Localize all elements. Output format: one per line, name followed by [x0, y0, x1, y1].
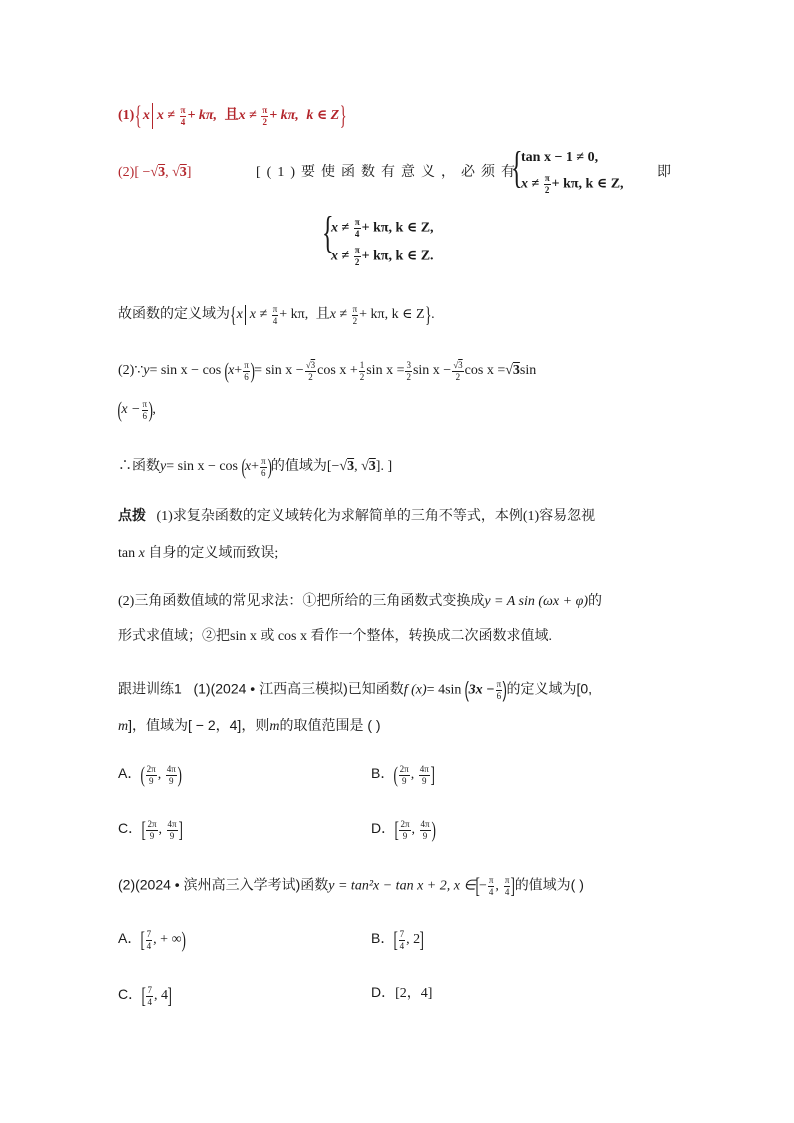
q2-option-c[interactable]: C．[ $\frac{7}{4}$ , 4]: [118, 983, 172, 1008]
exercise-q2: (2)(2024 • 滨州高三入学考试)函数y = tan²x − tan x + 2, x ∈[− $\frac{\pi}{4}$ , $\frac{\pi}{4}$ ]的值域为( ): [118, 873, 584, 898]
q1-option-c[interactable]: C．[ $\frac{2\pi}{9}$ , $\frac{4\pi}{9}$ ]: [118, 817, 183, 842]
exercise-title: 跟进训练1: [118, 680, 182, 697]
solution-intro: [(1)要使函数有意义，必须有: [256, 165, 521, 180]
tip-label: 点拨: [118, 509, 146, 524]
system1-brace: {: [511, 143, 523, 192]
answer-part1: (1){x x ≠ $\frac{\pi}{4}$ + kπ, 且x ≠ $\frac{\pi}{2}$ + kπ, k ∈ Z}: [118, 101, 347, 130]
part2-derivation: (2)∵y= sin x − cos (x+ $\frac{\pi}{6}$ )= sin x − $\frac{√3}{2}$ cos x + $\frac{1}{2}$ sin x = $\frac{3}{2}$ sin x − $\frac{√3}{2}$ cos x =√3sin: [118, 358, 537, 383]
system2-line1: x ≠ $\frac{\pi}{4}$ + kπ, k ∈ Z,: [331, 217, 434, 239]
exercise-q1-line1: 跟进训练1 (1)(2024 • 江西高三模拟)已知函数f (x)= 4sin (3x − $\frac{\pi}{6}$ )的定义域为[0,: [118, 677, 593, 702]
q2-option-b[interactable]: B．[ $\frac{7}{4}$ , 2]: [371, 927, 425, 952]
q1-option-b[interactable]: B．( $\frac{2\pi}{9}$ , $\frac{4\pi}{9}$ ]: [371, 762, 435, 787]
q1-option-d[interactable]: D．[ $\frac{2\pi}{9}$ , $\frac{4\pi}{9}$ ): [371, 817, 436, 842]
system2-line2: x ≠ $\frac{\pi}{2}$ + kπ, k ∈ Z.: [331, 245, 434, 267]
q2-option-a[interactable]: A．[ $\frac{7}{4}$ , + ∞): [118, 927, 186, 952]
q1-option-a[interactable]: A．( $\frac{2\pi}{9}$ , $\frac{4\pi}{9}$ ): [118, 762, 182, 787]
exercise-q1-line2: m]，值域为[ − 2，4]，则m的取值范围是 ( ): [118, 717, 381, 734]
tip-line4: 形式求值域；②把sin x 或 cos x 看作一个整体，转换成二次函数求值域.: [118, 629, 553, 644]
system1-line2: x ≠ $\frac{\pi}{2}$ + kπ, k ∈ Z,: [521, 173, 624, 195]
domain-conclusion: 故函数的定义域为{x x ≠ $\frac{\pi}{4}$ + kπ, 且x ≠ $\frac{\pi}{2}$ + kπ, k ∈ Z}.: [118, 302, 435, 327]
range-conclusion: ∴函数y= sin x − cos (x+ $\frac{\pi}{6}$ )的值域为[−√3, √3]. ]: [118, 454, 393, 479]
system1-line1: tan x − 1 ≠ 0,: [521, 150, 599, 165]
tip-line3: (2)三角函数值域的常见求法：①把所给的三角函数式变换成y = A sin (ωx + φ)的: [118, 594, 602, 609]
q2-option-d[interactable]: D．[2，4]: [371, 984, 433, 1001]
ji-text: 即: [657, 165, 671, 180]
tip-line1: 点拨 (1)求复杂函数的定义域转化为求解简单的三角不等式，本例(1)容易忽视: [118, 509, 596, 524]
system2-brace: {: [322, 208, 334, 257]
answer-part2: (2)[ −√3, √3]: [118, 165, 192, 180]
part2-derivation-cont: (x − $\frac{\pi}{6}$ ),: [117, 397, 156, 422]
tip-line2: tan x 自身的定义域而致误;: [118, 546, 279, 561]
